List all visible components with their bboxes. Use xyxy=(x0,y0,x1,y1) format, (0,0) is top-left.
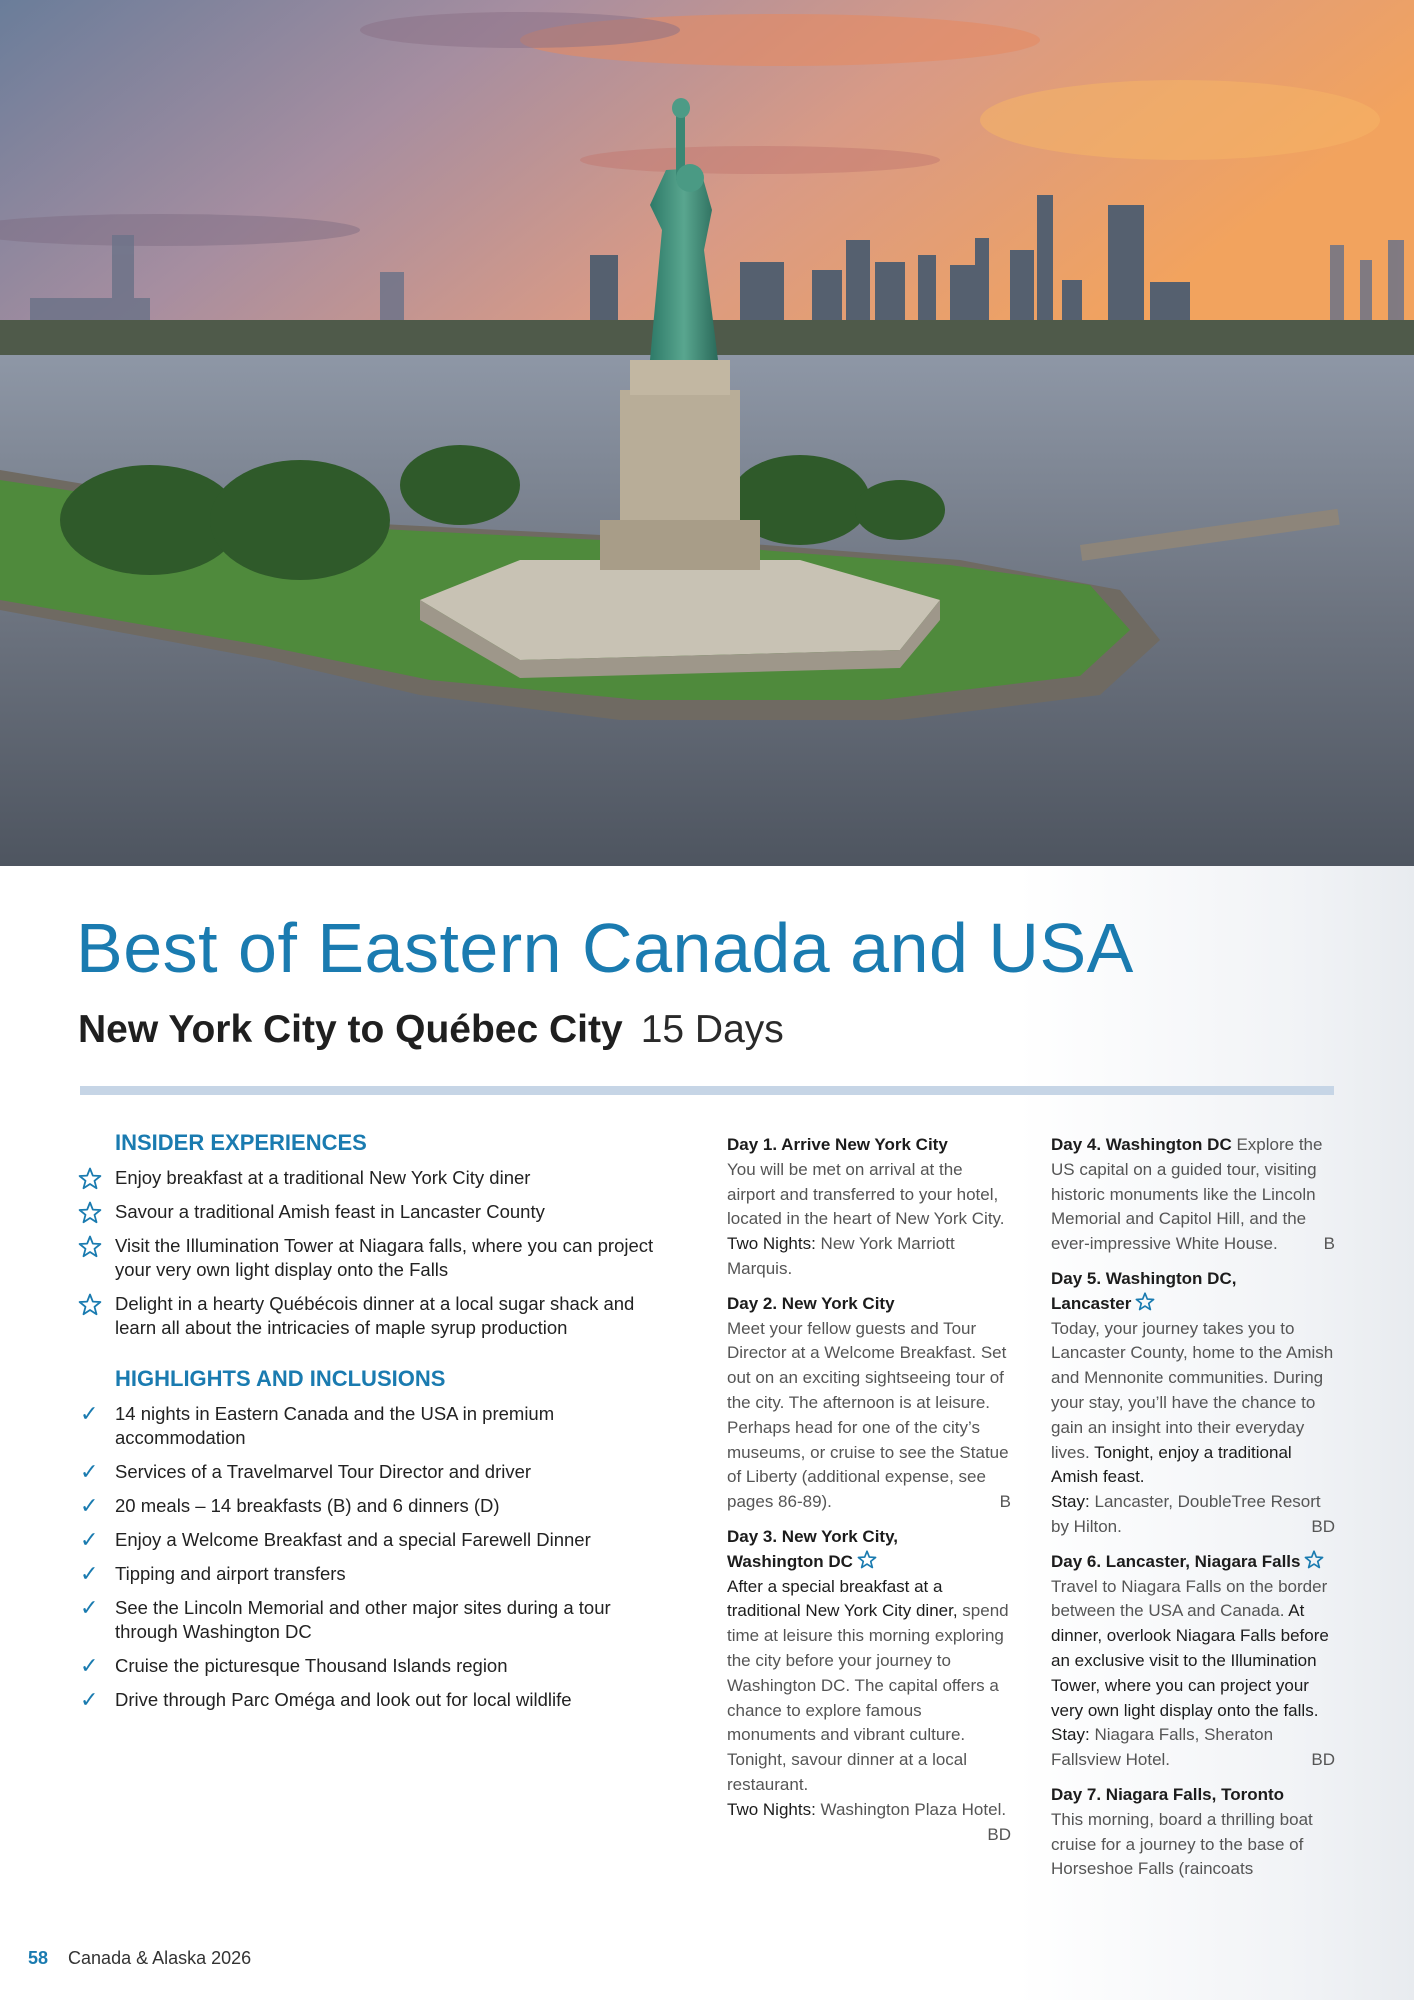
meal-code: B xyxy=(999,1492,1011,1512)
check-icon: ✓ xyxy=(80,1653,99,1678)
insider-heading: INSIDER EXPERIENCES xyxy=(115,1130,367,1155)
list-item xyxy=(78,1528,678,1552)
highlight-item-text: 14 nights in Eastern Canada and the USA in premium accommodation xyxy=(115,1403,555,1448)
page-footer xyxy=(28,1948,251,1969)
list-item xyxy=(78,1654,678,1678)
highlight-item-text: Cruise the picturesque Thousand Islands region xyxy=(115,1655,508,1676)
check-icon: ✓ xyxy=(80,1527,99,1552)
route-subtitle: New York City to Québec City xyxy=(78,1008,623,1051)
list-item xyxy=(78,1596,678,1644)
day-2 xyxy=(727,1292,1011,1515)
day-heading: Day 5. Washington DC, xyxy=(1051,1268,1237,1288)
page-title: Best of Eastern Canada and USA xyxy=(76,909,1134,987)
stay-label: Two Nights: xyxy=(727,1799,816,1819)
hero-photo xyxy=(0,0,1414,866)
day-3 xyxy=(727,1525,1011,1844)
star-outline-icon xyxy=(857,1550,877,1569)
publication-name: Canada & Alaska 2026 xyxy=(68,1948,252,1968)
list-item xyxy=(78,1200,678,1224)
star-outline-icon xyxy=(78,1235,104,1259)
insider-item-text: Visit the Illumination Tower at Niagara falls, where you can project your very own light display onto the Falls xyxy=(115,1235,654,1280)
day-text: Explore the US capital on a guided tour, visiting historic monuments like the Lincoln Memorial and Capitol Hill, and the ever-impressive White House. xyxy=(1051,1135,1323,1254)
day-heading: Day 4. Washington DC xyxy=(1051,1135,1232,1154)
list-item xyxy=(78,1562,678,1586)
highlight-item-text: Enjoy a Welcome Breakfast and a special Farewell Dinner xyxy=(115,1529,591,1550)
day-heading-row xyxy=(1051,1550,1335,1575)
day-text: Today, your journey takes you to Lancaster County, home to the Amish and Mennonite communities. During your stay, you’ll have the chance to gain an insight into their everyday lives. xyxy=(1051,1318,1334,1462)
day-heading: Day 3. New York City, xyxy=(727,1526,899,1546)
page-number: 58 xyxy=(28,1948,49,1968)
check-icon: ✓ xyxy=(80,1459,99,1484)
day-heading-text: Washington DC xyxy=(727,1551,853,1571)
meal-code: BD xyxy=(1311,1750,1335,1770)
star-outline-icon xyxy=(1304,1550,1324,1569)
features-column xyxy=(78,1130,678,1722)
check-icon: ✓ xyxy=(80,1401,99,1426)
stay-label: Stay: xyxy=(1051,1492,1090,1512)
star-outline-icon xyxy=(78,1167,104,1191)
day-heading-cont xyxy=(727,1550,1011,1575)
insider-list xyxy=(78,1166,678,1340)
day-heading-cont xyxy=(1051,1292,1335,1317)
meal-code: B xyxy=(1323,1234,1335,1254)
highlight-item-text: Tipping and airport transfers xyxy=(115,1563,346,1584)
day-text: You will be met on arrival at the airport and transferred to your hotel, located in the heart of New York City. xyxy=(727,1159,1005,1229)
check-icon: ✓ xyxy=(80,1595,99,1620)
day-1 xyxy=(727,1133,1011,1282)
day-heading: Day 1. Arrive New York City xyxy=(727,1135,948,1154)
day-bold-text: Tonight, enjoy a traditional Amish feast. xyxy=(1051,1442,1292,1487)
stay-label: Stay: xyxy=(1051,1725,1090,1745)
trip-duration: 15 Days xyxy=(640,1008,784,1051)
highlight-item-text: See the Lincoln Memorial and other major sites during a tour through Washington DC xyxy=(115,1597,611,1642)
meal-code: BD xyxy=(1311,1516,1335,1536)
day-bold-text: After a special breakfast at a traditional New York City diner, xyxy=(727,1576,958,1621)
list-item xyxy=(78,1166,678,1190)
itinerary-column-2 xyxy=(1051,1133,1335,1892)
day-4 xyxy=(1051,1133,1335,1257)
stay-label: Two Nights: xyxy=(727,1234,816,1254)
list-item xyxy=(78,1494,678,1518)
list-item xyxy=(78,1234,678,1282)
day-bold-text: At dinner, overlook Niagara Falls before an exclusive visit to the Illumination Tower, where you can project your very own light display onto the falls. xyxy=(1051,1601,1329,1720)
check-icon: ✓ xyxy=(80,1561,99,1586)
stay-hotel: New York Marriott Marquis. xyxy=(727,1234,955,1278)
day-heading: Day 6. Lancaster, Niagara Falls xyxy=(1051,1551,1301,1571)
day-heading-text: Lancaster xyxy=(1051,1293,1132,1313)
insider-item-text: Enjoy breakfast at a traditional New York City diner xyxy=(115,1167,531,1188)
check-icon: ✓ xyxy=(80,1493,99,1518)
check-icon: ✓ xyxy=(80,1687,99,1712)
day-text: This morning, board a thrilling boat cruise for a journey to the base of Horseshoe Falls (raincoats xyxy=(1051,1809,1313,1879)
day-text: Meet your fellow guests and Tour Director at a Welcome Breakfast. Set out on an exciting sightseeing tour of the city. The afternoon is at leisure. Perhaps head for one of the city’s museums, or cruise to see the Statue of Liberty (additional expense, see pages 86-89). xyxy=(727,1318,1009,1512)
list-item xyxy=(78,1292,678,1340)
day-heading: Day 7. Niagara Falls, Toronto xyxy=(1051,1784,1285,1804)
meal-code: BD xyxy=(987,1824,1011,1844)
list-item xyxy=(78,1402,678,1450)
list-item xyxy=(78,1688,678,1712)
star-outline-icon xyxy=(78,1201,104,1225)
insider-item-text: Savour a traditional Amish feast in Lancaster County xyxy=(115,1201,545,1222)
star-outline-icon xyxy=(1135,1292,1155,1311)
list-item xyxy=(78,1460,678,1484)
subtitle-row xyxy=(78,1008,784,1052)
stay-hotel: Lancaster, DoubleTree Resort by Hilton. xyxy=(1051,1492,1321,1536)
stay-hotel: Niagara Falls, Sheraton Fallsview Hotel. xyxy=(1051,1725,1274,1770)
highlights-list xyxy=(78,1402,678,1712)
highlight-item-text: 20 meals – 14 breakfasts (B) and 6 dinners (D) xyxy=(115,1495,500,1516)
insider-item-text: Delight in a hearty Québécois dinner at a local sugar shack and learn all about the intricacies of maple syrup production xyxy=(115,1293,635,1338)
itinerary-column-1 xyxy=(727,1133,1011,1847)
star-outline-icon xyxy=(78,1293,104,1317)
day-text: Travel to Niagara Falls on the border between the USA and Canada. xyxy=(1051,1576,1328,1621)
day-6 xyxy=(1051,1550,1335,1773)
highlight-item-text: Drive through Parc Oméga and look out for local wildlife xyxy=(115,1689,572,1710)
stay-hotel: Washington Plaza Hotel. xyxy=(820,1799,1007,1819)
highlight-item-text: Services of a Travelmarvel Tour Director and driver xyxy=(115,1461,532,1482)
day-text: spend time at leisure this morning exploring the city before your journey to Washington DC. The capital offers a chance to explore famous monuments and vibrant culture. Tonight, savour dinner at a local restaurant. xyxy=(727,1601,1009,1794)
day-5 xyxy=(1051,1267,1335,1540)
highlights-heading: HIGHLIGHTS AND INCLUSIONS xyxy=(115,1366,446,1391)
day-7 xyxy=(1051,1783,1335,1882)
day-heading: Day 2. New York City xyxy=(727,1293,895,1313)
divider-rule xyxy=(80,1086,1334,1095)
